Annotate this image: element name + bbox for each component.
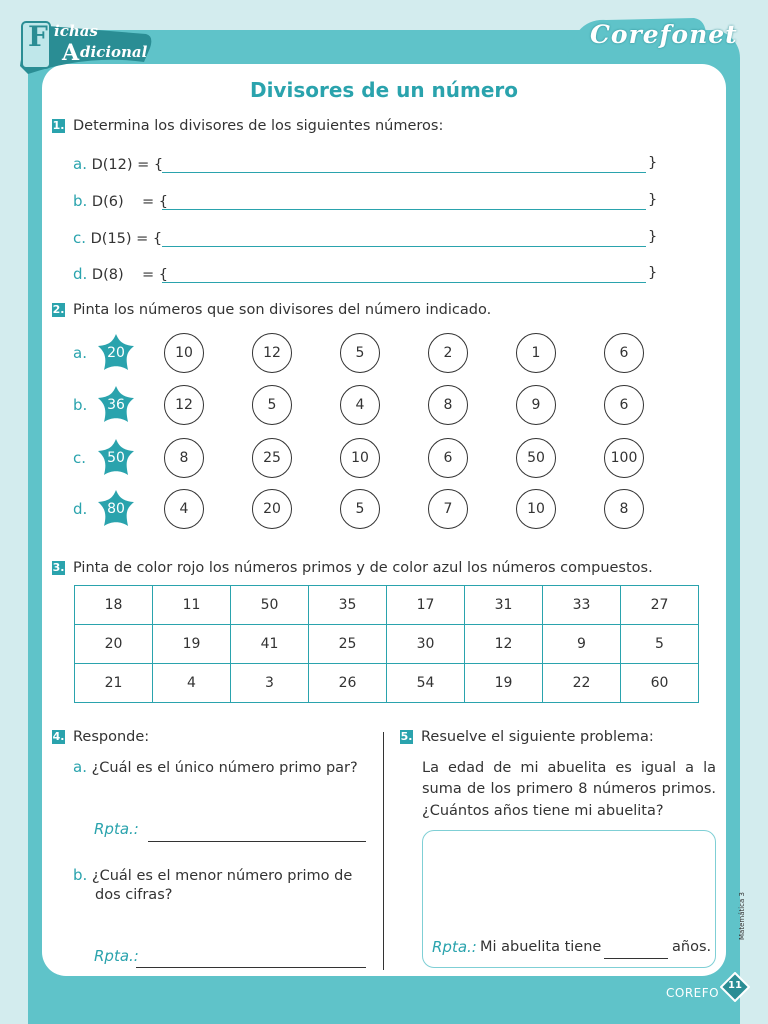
number-cell[interactable]: 31 [465, 586, 543, 625]
number-circle[interactable]: 6 [604, 385, 644, 425]
answer-prefix: Mi abuelita tiene [480, 939, 602, 955]
number-circle[interactable]: 10 [516, 489, 556, 529]
footer-brand: COREFO [666, 986, 720, 1000]
question-3 [52, 560, 653, 576]
question-1 [52, 118, 443, 134]
number-cell[interactable]: 21 [75, 664, 153, 703]
number-cell[interactable]: 60 [621, 664, 699, 703]
question-2 [52, 302, 491, 318]
number-circle[interactable]: 5 [340, 489, 380, 529]
question-5 [400, 729, 654, 745]
number-circle[interactable]: 8 [604, 489, 644, 529]
star-number: 80 [107, 501, 125, 517]
star-number: 50 [107, 450, 125, 466]
row-letter: d. [73, 500, 88, 518]
question-4a: a. ¿Cuál es el único número primo par? [73, 758, 358, 776]
question-4b-line2: dos cifras? [95, 887, 173, 903]
answer-label-4b: Rpta.: [94, 947, 139, 965]
number-cell[interactable]: 25 [309, 625, 387, 664]
brand-name: Corefonet [590, 20, 738, 49]
answer-line[interactable] [162, 281, 646, 283]
divisor-item-d: d. D(8) = { [73, 265, 169, 283]
number-cell[interactable]: 4 [153, 664, 231, 703]
closing-brace: } [648, 229, 658, 245]
problem-line-2: suma de los primero 8 números primos. [422, 781, 716, 797]
number-cell[interactable]: 19 [153, 625, 231, 664]
number-cell[interactable]: 9 [543, 625, 621, 664]
number-cell[interactable]: 3 [231, 664, 309, 703]
question-5-text: Resuelve el siguiente problema: [421, 729, 654, 745]
number-cell[interactable]: 12 [465, 625, 543, 664]
divisor-item-a: a. D(12) = { [73, 155, 164, 173]
number-circle[interactable]: 25 [252, 438, 292, 478]
page-number: 11 [728, 980, 742, 991]
logo-text-dicional: dicional [80, 43, 148, 61]
number-circle[interactable]: 10 [340, 438, 380, 478]
answer-line-4b[interactable] [136, 966, 366, 968]
number-cell[interactable]: 27 [621, 586, 699, 625]
logo-text-ichas: ichas [54, 22, 98, 40]
number-circle[interactable]: 6 [604, 333, 644, 373]
number-circle[interactable]: 12 [252, 333, 292, 373]
closing-brace: } [648, 192, 658, 208]
number-cell[interactable]: 5 [621, 625, 699, 664]
column-divider [383, 732, 384, 970]
answer-line-5[interactable] [604, 957, 668, 959]
answer-label-5: Rpta.: [432, 938, 477, 956]
number-circle[interactable]: 6 [428, 438, 468, 478]
answer-line[interactable] [162, 171, 646, 173]
number-circle[interactable]: 100 [604, 438, 644, 478]
number-cell[interactable]: 26 [309, 664, 387, 703]
number-circle[interactable]: 9 [516, 385, 556, 425]
answer-label-4a: Rpta.: [94, 820, 139, 838]
question-number: 5. [400, 730, 413, 743]
number-circle[interactable]: 5 [252, 385, 292, 425]
question-4b: b. ¿Cuál es el menor número primo de [73, 866, 353, 884]
answer-line-4a[interactable] [148, 840, 366, 842]
question-1-text: Determina los divisores de los siguientes números: [73, 118, 444, 134]
divisor-item-c: c. D(15) = { [73, 229, 163, 247]
question-number: 2. [52, 303, 65, 316]
answer-line[interactable] [162, 208, 646, 210]
number-cell[interactable]: 50 [231, 586, 309, 625]
number-circle[interactable]: 10 [164, 333, 204, 373]
problem-line-1: La edad de mi abuelita es igual a la [422, 760, 716, 776]
number-circle[interactable]: 4 [164, 489, 204, 529]
number-cell[interactable]: 20 [75, 625, 153, 664]
row-letter: c. [73, 449, 87, 467]
question-number: 1. [52, 119, 65, 132]
subject-side-label: Matemática 3 [738, 892, 746, 940]
star-badge [94, 487, 138, 531]
number-cell[interactable]: 11 [153, 586, 231, 625]
closing-brace: } [648, 155, 658, 171]
number-cell[interactable]: 19 [465, 664, 543, 703]
problem-line-3: ¿Cuántos años tiene mi abuelita? [422, 803, 664, 819]
star-badge [94, 383, 138, 427]
question-4 [52, 729, 149, 745]
row-letter: a. [73, 344, 87, 362]
star-badge [94, 331, 138, 375]
number-circle[interactable]: 1 [516, 333, 556, 373]
closing-brace: } [648, 265, 658, 281]
row-letter: b. [73, 396, 88, 414]
number-circle[interactable]: 7 [428, 489, 468, 529]
answer-line[interactable] [162, 245, 646, 247]
number-cell[interactable]: 22 [543, 664, 621, 703]
number-cell[interactable]: 17 [387, 586, 465, 625]
question-number: 3. [52, 561, 65, 574]
number-cell[interactable]: 35 [309, 586, 387, 625]
question-3-text: Pinta de color rojo los números primos y de color azul los números compuestos. [73, 560, 653, 576]
number-cell[interactable]: 18 [75, 586, 153, 625]
star-number: 20 [107, 345, 125, 361]
number-circle[interactable]: 4 [340, 385, 380, 425]
number-circle[interactable]: 2 [428, 333, 468, 373]
prime-composite-table [74, 585, 699, 703]
star-number: 36 [107, 397, 125, 413]
number-circle[interactable]: 8 [428, 385, 468, 425]
star-badge [94, 436, 138, 480]
logo-letter-a: A [62, 40, 80, 66]
question-4-text: Responde: [73, 729, 150, 745]
number-circle[interactable]: 50 [516, 438, 556, 478]
number-cell[interactable]: 54 [387, 664, 465, 703]
table-row [75, 586, 699, 625]
question-2-text: Pinta los números que son divisores del número indicado. [73, 302, 492, 318]
number-circle[interactable]: 8 [164, 438, 204, 478]
divisor-item-b: b. D(6) = { [73, 192, 169, 210]
number-circle[interactable]: 5 [340, 333, 380, 373]
table-row [75, 625, 699, 664]
number-cell[interactable]: 30 [387, 625, 465, 664]
number-circle[interactable]: 12 [164, 385, 204, 425]
page-title: Divisores de un número [249, 78, 519, 102]
logo-letter-f: F [28, 20, 48, 53]
number-cell[interactable]: 41 [231, 625, 309, 664]
number-circle[interactable]: 20 [252, 489, 292, 529]
table-row [75, 664, 699, 703]
number-cell[interactable]: 33 [543, 586, 621, 625]
question-number: 4. [52, 730, 65, 743]
answer-suffix: años. [672, 939, 712, 955]
